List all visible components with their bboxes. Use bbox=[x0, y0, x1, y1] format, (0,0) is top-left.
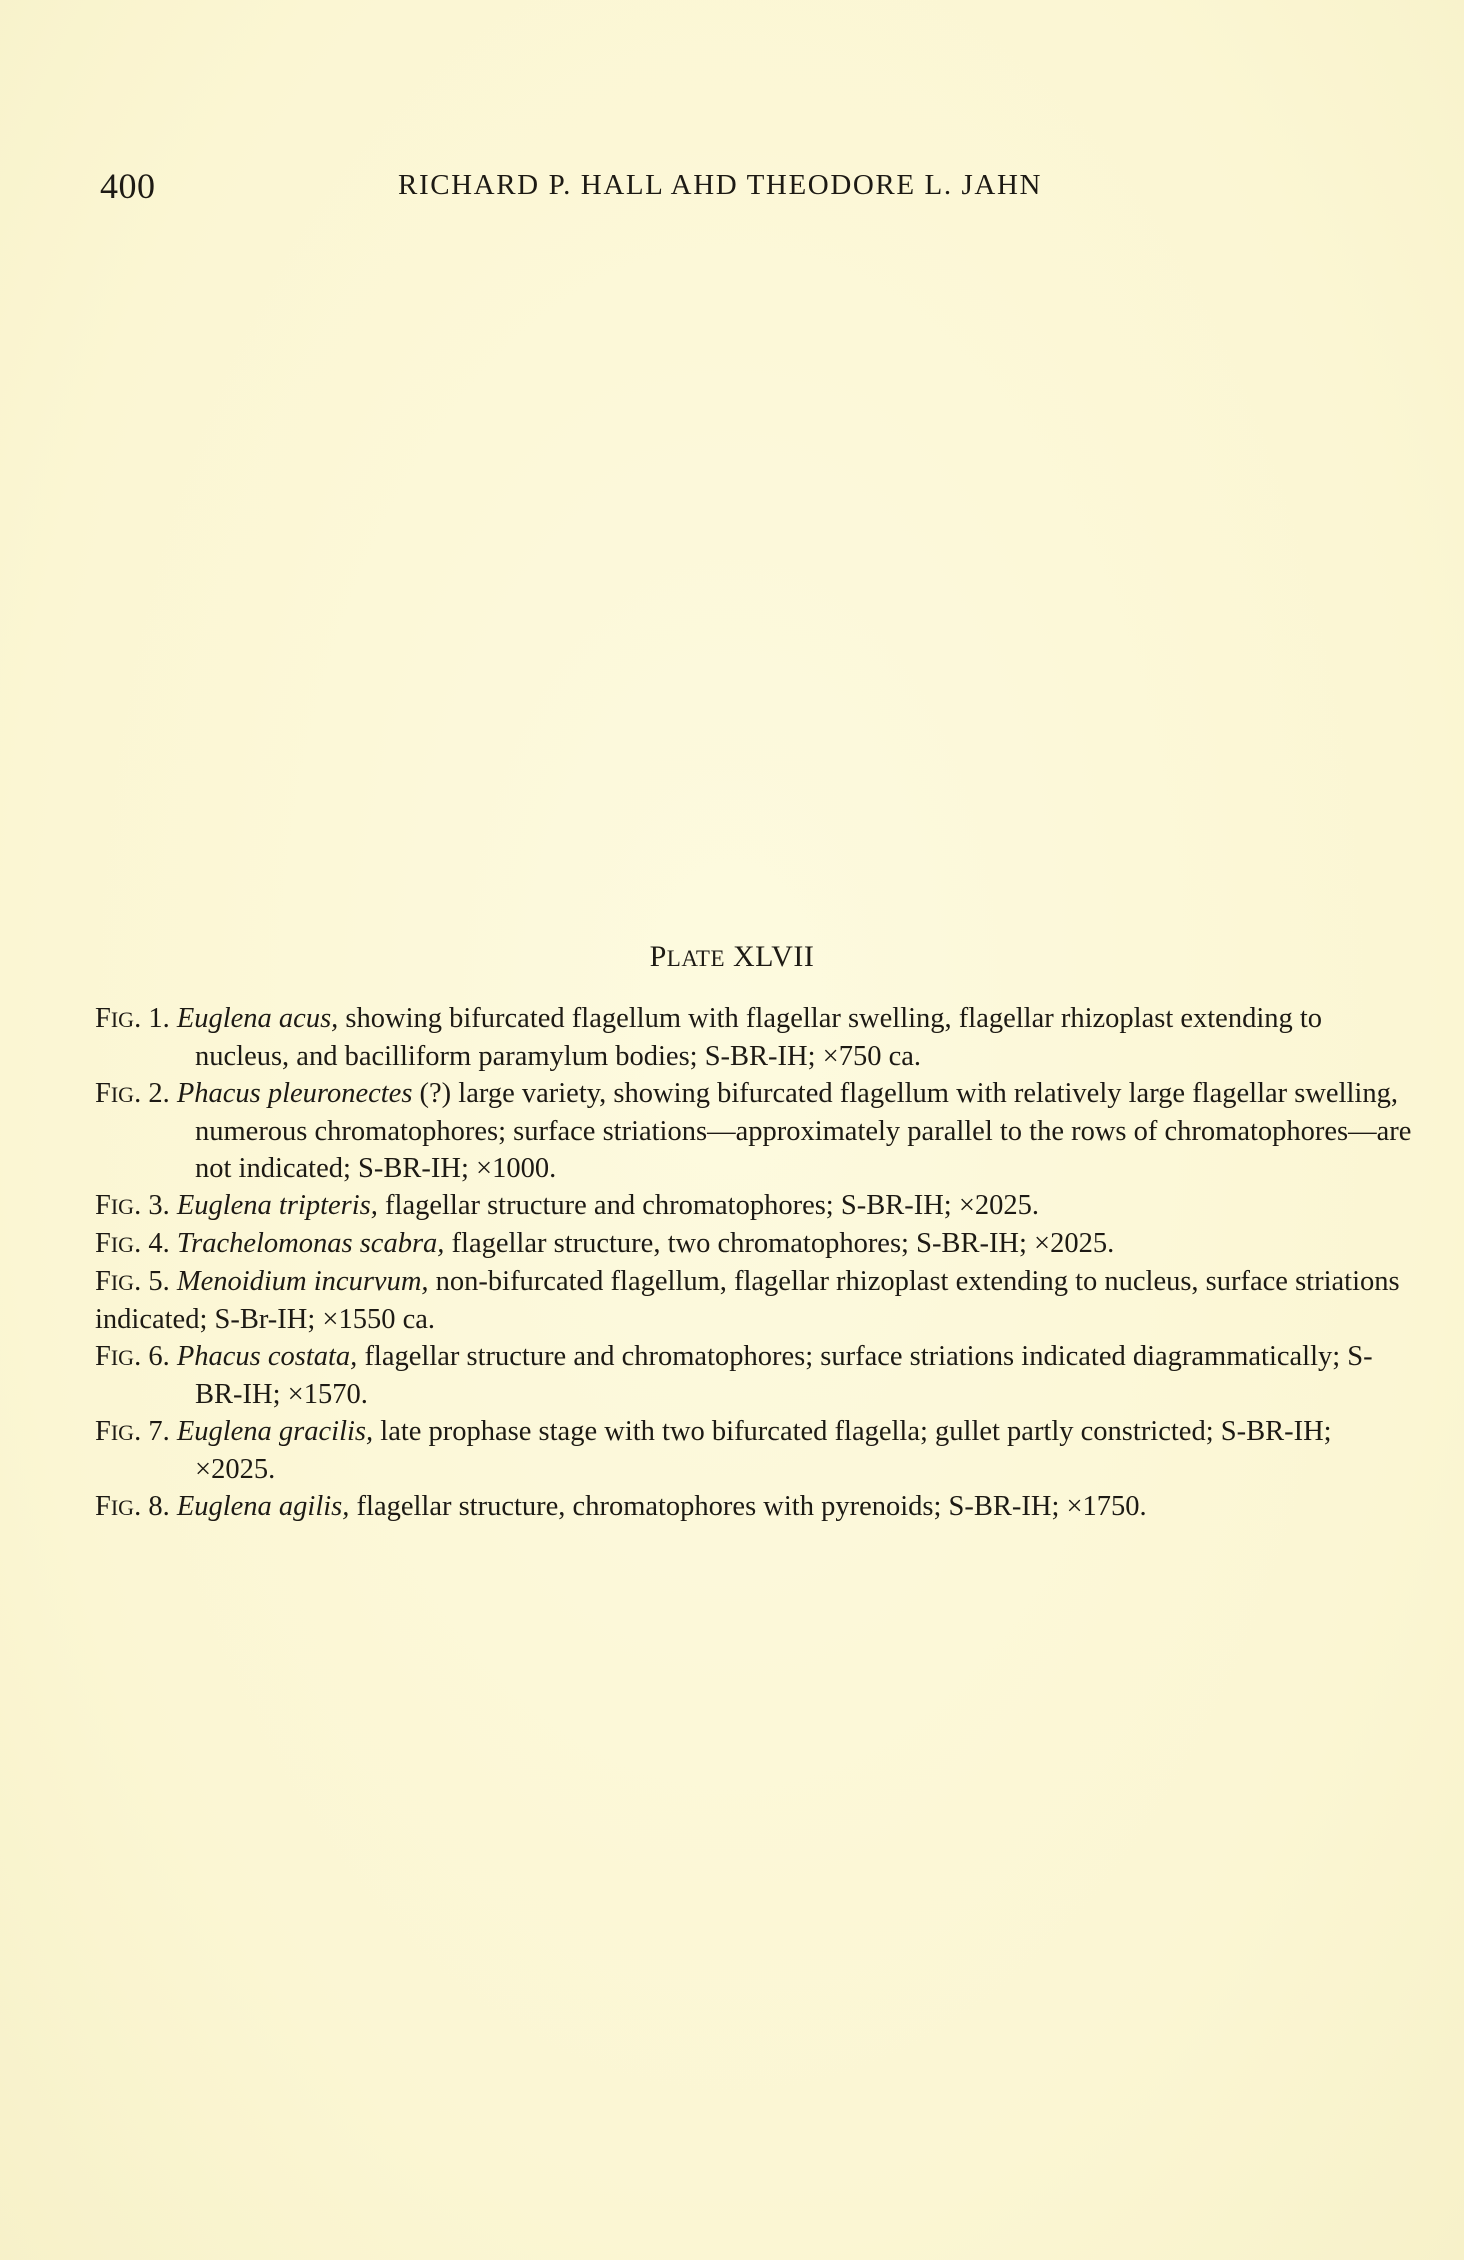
caption-label: FIG. 1. bbox=[95, 1003, 170, 1034]
caption-fig-3 bbox=[95, 1187, 1417, 1225]
caption-label: FIG. 4. bbox=[95, 1228, 170, 1259]
caption-label: FIG. 8. bbox=[95, 1491, 170, 1522]
caption-species: Phacus pleuronectes bbox=[176, 1078, 413, 1109]
caption-species: Euglena acus, bbox=[176, 1003, 339, 1034]
plate-title bbox=[0, 940, 1464, 974]
caption-fig-1 bbox=[95, 1000, 1417, 1075]
caption-label: FIG. 2. bbox=[95, 1078, 170, 1109]
caption-species: Euglena agilis, bbox=[176, 1491, 350, 1522]
running-head: RICHARD P. HALL AHD THEODORE L. JAHN bbox=[398, 169, 1043, 201]
caption-fig-5 bbox=[95, 1263, 1417, 1338]
plate-title-initial: P bbox=[649, 940, 667, 973]
caption-text: flagellar structure, chromatophores with pyrenoids; S-BR-IH; ×1750. bbox=[349, 1491, 1147, 1522]
caption-species: Euglena gracilis, bbox=[176, 1416, 374, 1447]
caption-species: Phacus costata, bbox=[176, 1341, 358, 1372]
caption-label: FIG. 3. bbox=[95, 1190, 170, 1221]
page-number: 400 bbox=[100, 166, 156, 206]
caption-species: Euglena tripteris, bbox=[176, 1190, 378, 1221]
plate-title-rest: LATE bbox=[666, 946, 725, 971]
caption-text: late prophase stage with two bifurcated flagella; gullet partly constricted; S-BR-IH; ×2025. bbox=[195, 1416, 1332, 1485]
caption-text: flagellar structure and chromatophores; surface striations indicated diagrammatically; S-BR-IH; ×1570. bbox=[195, 1341, 1373, 1410]
caption-fig-6 bbox=[95, 1338, 1417, 1413]
caption-species: Trachelomonas scabra, bbox=[176, 1228, 445, 1259]
caption-label: FIG. 6. bbox=[95, 1341, 170, 1372]
caption-species: Menoidium incurvum, bbox=[176, 1266, 429, 1297]
running-header bbox=[100, 165, 1380, 205]
caption-fig-7 bbox=[95, 1413, 1417, 1488]
caption-fig-2 bbox=[95, 1075, 1417, 1187]
plate-title-numeral: XLVII bbox=[733, 940, 815, 973]
caption-text: flagellar structure and chromatophores; S-BR-IH; ×2025. bbox=[377, 1190, 1040, 1221]
caption-label: FIG. 7. bbox=[95, 1416, 170, 1447]
caption-fig-8 bbox=[95, 1488, 1417, 1526]
caption-text: showing bifurcated flagellum with flagellar swelling, flagellar rhizoplast extending to nucleus, and bacilliform paramylum bodies; S-BR-IH; ×750 ca. bbox=[195, 1003, 1323, 1072]
caption-label: FIG. 5. bbox=[95, 1266, 170, 1297]
figure-captions bbox=[95, 1000, 1417, 1526]
caption-text: (?) large variety, showing bifurcated flagellum with relatively large flagellar swelling, numerous chromatophores; surface striations—approximately parallel to the rows of chromatophores—are not indicated; S-BR-IH; ×1000. bbox=[195, 1078, 1412, 1184]
caption-text: non-bifurcated flagellum, flagellar rhizoplast extending to nucleus, surface striations indicated; S-Br-IH; ×1550 ca. bbox=[95, 1266, 1400, 1335]
caption-text: flagellar structure, two chromatophores; S-BR-IH; ×2025. bbox=[444, 1228, 1115, 1259]
caption-fig-4 bbox=[95, 1225, 1417, 1263]
